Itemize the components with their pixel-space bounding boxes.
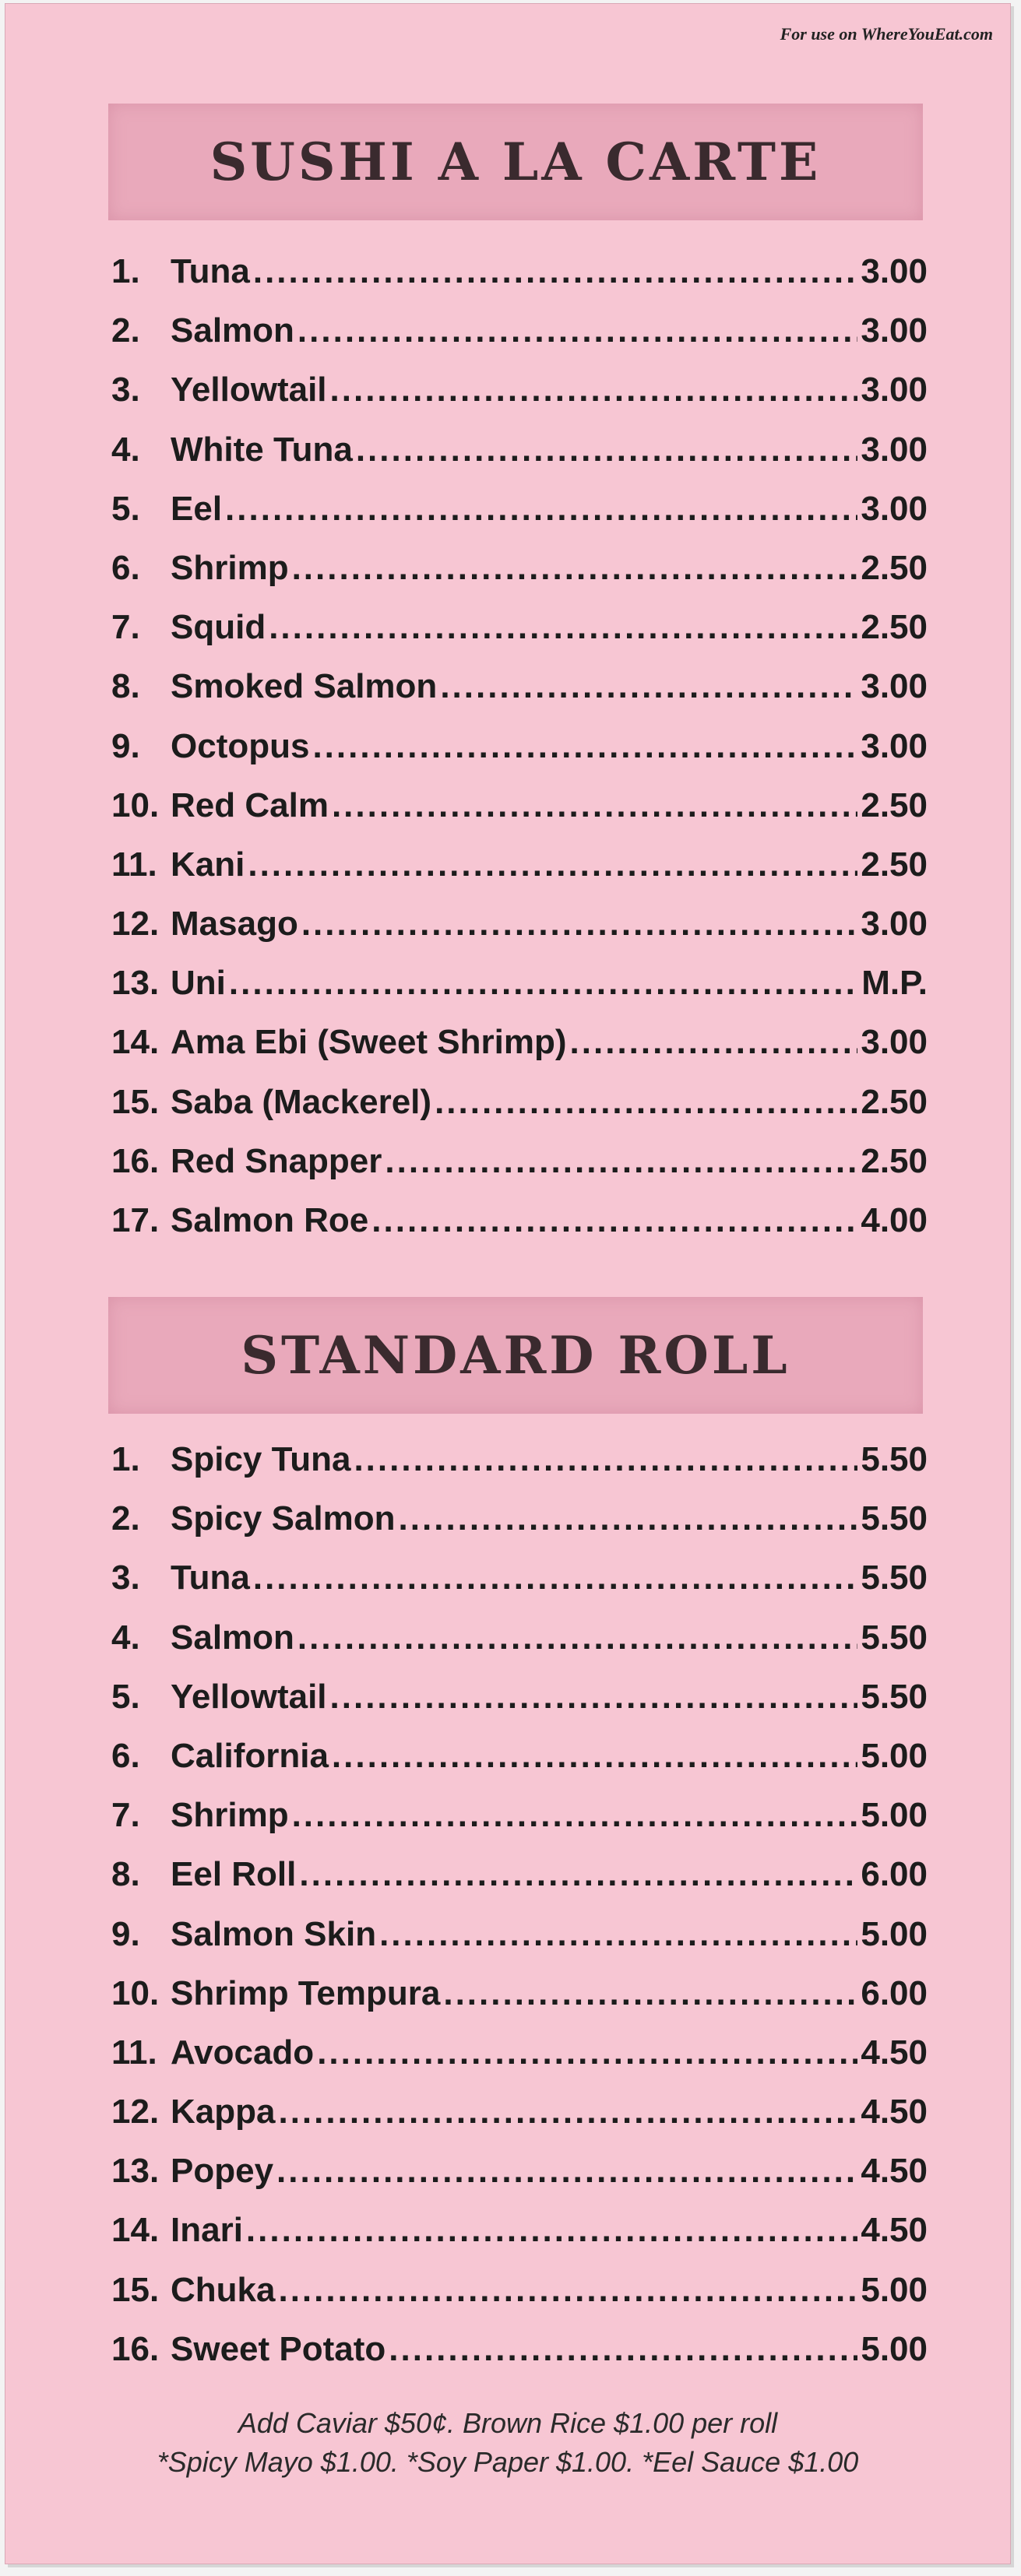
leader-dots <box>253 1548 858 1608</box>
sushi-a-la-carte-list <box>111 242 928 1250</box>
item-number: 2. <box>111 311 140 350</box>
section-header-sushi-a-la-carte <box>108 104 923 220</box>
item-price: 2.50 <box>861 608 928 647</box>
footer-note <box>5 2404 1010 2482</box>
menu-item <box>111 2023 928 2082</box>
item-name: Tuna <box>171 1559 250 1597</box>
item-price: 4.50 <box>861 2211 928 2250</box>
item-name: Saba (Mackerel) <box>171 1082 432 1121</box>
menu-item <box>111 894 928 954</box>
item-name: Masago <box>171 905 298 944</box>
item-name: Squid <box>171 608 266 647</box>
menu-item <box>111 301 928 360</box>
item-number: 8. <box>111 1855 140 1894</box>
item-name: Octopus <box>171 726 310 765</box>
menu-item <box>111 2320 928 2379</box>
item-price: 2.50 <box>861 548 928 587</box>
leader-dots <box>440 657 857 716</box>
menu-item <box>111 1786 928 1845</box>
item-price: 5.00 <box>861 1914 928 1953</box>
item-name: Chuka <box>171 2270 276 2309</box>
item-price: 6.00 <box>861 1973 928 2012</box>
item-number: 9. <box>111 1914 140 1953</box>
item-number: 13. <box>111 964 160 1003</box>
item-price: 2.50 <box>861 1141 928 1180</box>
item-name: White Tuna <box>171 430 353 469</box>
item-number: 10. <box>111 785 160 824</box>
item-name: Salmon Skin <box>171 1914 377 1953</box>
item-price: 5.50 <box>861 1559 928 1597</box>
item-price: 3.00 <box>861 252 928 290</box>
item-number: 14. <box>111 1023 160 1062</box>
menu-item <box>111 1845 928 1904</box>
item-name: Spicy Tuna <box>171 1440 351 1478</box>
item-number: 12. <box>111 905 160 944</box>
item-name: Avocado <box>171 2033 315 2072</box>
item-price: 4.50 <box>861 2152 928 2191</box>
menu-item <box>111 954 928 1013</box>
item-number: 4. <box>111 430 140 469</box>
item-price: 4.50 <box>861 2033 928 2072</box>
item-number: 3. <box>111 1559 140 1597</box>
menu-item <box>111 717 928 776</box>
item-name: California <box>171 1736 329 1775</box>
leader-dots <box>399 1489 858 1548</box>
menu-item <box>111 835 928 894</box>
menu-item <box>111 242 928 301</box>
menu-item <box>111 1964 928 2023</box>
item-name: Shrimp <box>171 1796 289 1835</box>
item-price: 5.00 <box>861 1736 928 1775</box>
item-price: 3.00 <box>861 430 928 469</box>
item-number: 7. <box>111 1796 140 1835</box>
section-header-standard-roll <box>108 1297 923 1414</box>
item-number: 2. <box>111 1499 140 1538</box>
item-number: 11. <box>111 2033 157 2072</box>
item-number: 4. <box>111 1618 140 1657</box>
menu-item <box>111 1548 928 1608</box>
menu-page <box>5 3 1011 2564</box>
leader-dots <box>248 835 857 894</box>
item-name: Yellowtail <box>171 1677 327 1716</box>
item-number: 16. <box>111 2329 160 2368</box>
watermark: For use on WhereYouEat.com <box>780 24 993 44</box>
menu-item <box>111 2142 928 2201</box>
leader-dots <box>292 1786 858 1845</box>
item-name: Yellowtail <box>171 371 327 409</box>
item-number: 1. <box>111 252 140 290</box>
leader-dots <box>385 1132 857 1191</box>
item-price: 5.00 <box>861 2270 928 2309</box>
item-number: 15. <box>111 1082 160 1121</box>
item-price: 4.50 <box>861 2093 928 2131</box>
item-name: Spicy Salmon <box>171 1499 396 1538</box>
item-name: Red Calm <box>171 785 329 824</box>
menu-item <box>111 1905 928 1964</box>
leader-dots <box>269 598 857 657</box>
menu-item <box>111 539 928 598</box>
item-price: 2.50 <box>861 785 928 824</box>
item-number: 1. <box>111 1440 140 1478</box>
item-number: 16. <box>111 1141 160 1180</box>
item-name: Kani <box>171 845 245 884</box>
item-name: Uni <box>171 964 226 1003</box>
item-price: 3.00 <box>861 489 928 528</box>
item-price: 3.00 <box>861 311 928 350</box>
item-price: 5.00 <box>861 2329 928 2368</box>
item-number: 5. <box>111 489 140 528</box>
menu-item <box>111 1013 928 1072</box>
item-number: 13. <box>111 2152 160 2191</box>
menu-item <box>111 360 928 420</box>
item-number: 14. <box>111 2211 160 2250</box>
item-name: Salmon <box>171 311 294 350</box>
menu-item <box>111 1073 928 1132</box>
menu-item <box>111 480 928 539</box>
leader-dots <box>299 1845 857 1904</box>
leader-dots <box>278 2261 857 2320</box>
item-name: Ama Ebi (Sweet Shrimp) <box>171 1023 567 1062</box>
menu-item <box>111 1191 928 1250</box>
item-price: 5.50 <box>861 1618 928 1657</box>
item-number: 12. <box>111 2093 160 2131</box>
item-name: Red Snapper <box>171 1141 382 1180</box>
item-name: Sweet Potato <box>171 2329 386 2368</box>
item-name: Salmon <box>171 1618 294 1657</box>
item-price: 6.00 <box>861 1855 928 1894</box>
item-name: Shrimp Tempura <box>171 1973 441 2012</box>
leader-dots <box>276 2142 857 2201</box>
item-number: 11. <box>111 845 157 884</box>
menu-item <box>111 1668 928 1727</box>
menu-item <box>111 1727 928 1786</box>
leader-dots <box>356 420 858 480</box>
item-name: Smoked Salmon <box>171 667 438 706</box>
item-name: Popey <box>171 2152 274 2191</box>
item-price: 3.00 <box>861 371 928 409</box>
item-price: 4.00 <box>861 1201 928 1239</box>
item-name: Inari <box>171 2211 243 2250</box>
item-name: Tuna <box>171 252 250 290</box>
leader-dots <box>371 1191 857 1250</box>
leader-dots <box>225 480 857 539</box>
menu-item <box>111 776 928 835</box>
item-name: Kappa <box>171 2093 276 2131</box>
item-number: 10. <box>111 1973 160 2012</box>
standard-roll-list <box>111 1430 928 2379</box>
item-number: 3. <box>111 371 140 409</box>
item-number: 7. <box>111 608 140 647</box>
leader-dots <box>570 1013 858 1072</box>
item-price: 2.50 <box>861 845 928 884</box>
item-name: Salmon Roe <box>171 1201 369 1239</box>
item-price: M.P. <box>861 964 928 1003</box>
item-price: 5.00 <box>861 1796 928 1835</box>
leader-dots <box>330 1668 858 1727</box>
leader-dots <box>389 2320 857 2379</box>
menu-item <box>111 2082 928 2142</box>
item-number: 15. <box>111 2270 160 2309</box>
item-number: 6. <box>111 1736 140 1775</box>
item-price: 5.50 <box>861 1440 928 1478</box>
item-price: 3.00 <box>861 905 928 944</box>
leader-dots <box>278 2082 857 2142</box>
leader-dots <box>229 954 858 1013</box>
section-title: STANDARD ROLL <box>241 1325 790 1386</box>
leader-dots <box>332 1727 857 1786</box>
menu-item <box>111 657 928 716</box>
menu-item <box>111 1430 928 1489</box>
item-price: 3.00 <box>861 726 928 765</box>
leader-dots <box>354 1430 857 1489</box>
menu-item <box>111 598 928 657</box>
leader-dots <box>435 1073 857 1132</box>
menu-item <box>111 2261 928 2320</box>
leader-dots <box>443 1964 857 2023</box>
menu-item <box>111 2201 928 2260</box>
leader-dots <box>379 1905 857 1964</box>
menu-item <box>111 420 928 480</box>
item-price: 3.00 <box>861 1023 928 1062</box>
menu-item <box>111 1132 928 1191</box>
leader-dots <box>297 301 857 360</box>
item-price: 5.50 <box>861 1677 928 1716</box>
item-price: 2.50 <box>861 1082 928 1121</box>
leader-dots <box>292 539 858 598</box>
item-number: 6. <box>111 548 140 587</box>
item-name: Eel Roll <box>171 1855 297 1894</box>
item-price: 5.50 <box>861 1499 928 1538</box>
section-title: SUSHI A LA CARTE <box>209 132 822 192</box>
leader-dots <box>332 776 857 835</box>
item-number: 5. <box>111 1677 140 1716</box>
leader-dots <box>312 717 857 776</box>
item-number: 8. <box>111 667 140 706</box>
leader-dots <box>330 360 858 420</box>
item-number: 17. <box>111 1201 160 1239</box>
item-price: 3.00 <box>861 667 928 706</box>
leader-dots <box>246 2201 857 2260</box>
item-number: 9. <box>111 726 140 765</box>
leader-dots <box>253 242 858 301</box>
leader-dots <box>301 894 858 954</box>
item-name: Shrimp <box>171 548 289 587</box>
menu-item <box>111 1608 928 1668</box>
footer-line-1: Add Caviar $50¢. Brown Rice $1.00 per roll <box>238 2407 778 2439</box>
leader-dots <box>317 2023 857 2082</box>
leader-dots <box>297 1608 857 1668</box>
item-name: Eel <box>171 489 223 528</box>
footer-line-2: *Spicy Mayo $1.00. *Soy Paper $1.00. *Eel Sauce $1.00 <box>157 2446 859 2478</box>
menu-item <box>111 1489 928 1548</box>
